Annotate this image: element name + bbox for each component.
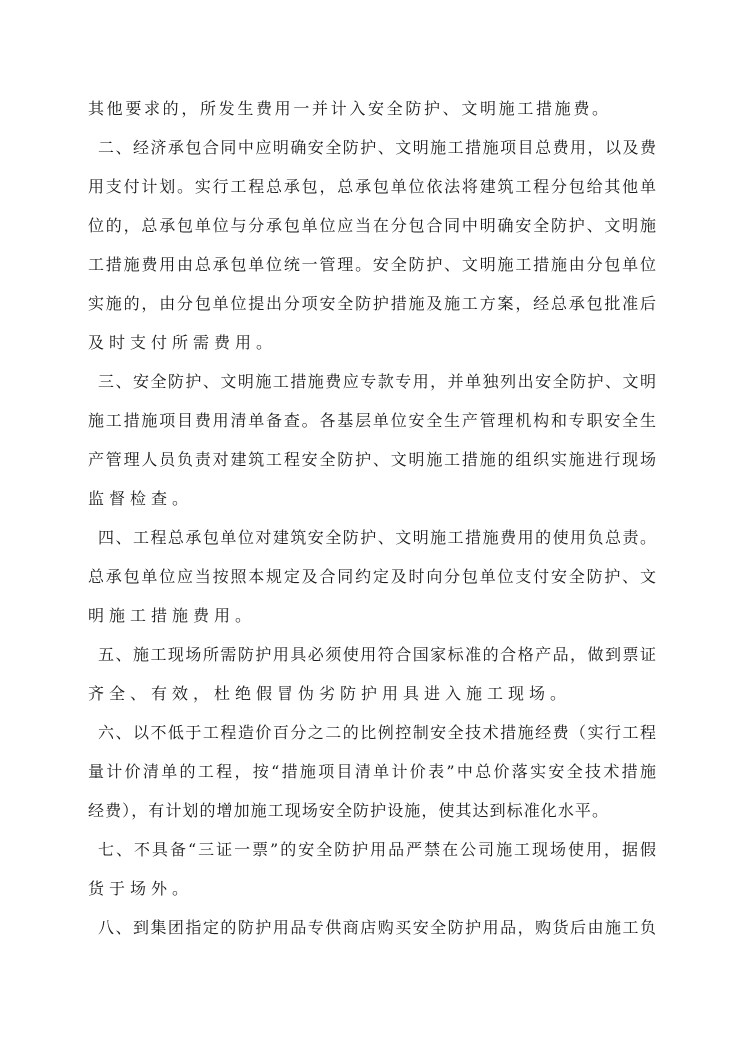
paragraph-5 [88,635,656,713]
text-line: 监督检查。 [88,489,194,508]
text-line: 用支付计划。实行工程总承包，总承包单位依法将建筑工程分包给其他单 [88,177,656,196]
paragraph-3 [88,362,656,518]
text-line: 工措施费用由总承包单位统一管理。安全防护、文明施工措施由分包单位 [88,255,656,274]
text-line: 明施工措施费用。 [88,606,257,625]
text-line: 量计价清单的工程，按“措施项目清单计价表”中总价落实安全技术措施 [88,762,656,781]
text-line: 齐全、有效，杜绝假冒伪劣防护用具进入施工现场。 [88,684,572,703]
text-line: 施工措施项目费用清单备查。各基层单位安全生产管理机构和专职安全生 [88,411,656,430]
text-line: 货于场外。 [88,879,194,898]
paragraph-4 [88,518,656,635]
text-line: 五、施工现场所需防护用具必须使用符合国家标准的合格产品，做到票证 [98,645,656,664]
paragraph-7 [88,830,656,908]
text-line: 七、不具备“三证一票”的安全防护用品严禁在公司施工现场使用，据假 [98,840,656,859]
text-line: 四、工程总承包单位对建筑安全防护、文明施工措施费用的使用负总责。 [98,528,656,547]
document-body [88,89,656,947]
text-line: 产管理人员负责对建筑工程安全防护、文明施工措施的组织实施进行现场 [88,450,656,469]
text-line: 二、经济承包合同中应明确安全防护、文明施工措施项目总费用，以及费 [98,138,656,157]
text-line: 其他要求的，所发生费用一并计入安全防护、文明施工措施费。 [88,99,608,118]
text-line: 八、到集团指定的防护用品专供商店购买安全防护用品，购货后由施工负 [98,918,656,937]
text-line: 实施的，由分包单位提出分项安全防护措施及施工方案，经总承包批准后 [88,294,656,313]
text-line: 六、以不低于工程造价百分之二的比例控制安全技术措施经费（实行工程 [98,723,656,742]
paragraph-continuation [88,89,656,128]
text-line: 位的，总承包单位与分承包单位应当在分包合同中明确安全防护、文明施 [88,216,656,235]
paragraph-6 [88,713,656,830]
text-line: 三、安全防护、文明施工措施费应专款专用，并单独列出安全防护、文明 [98,372,656,391]
text-line: 总承包单位应当按照本规定及合同约定及时向分包单位支付安全防护、文 [88,567,656,586]
paragraph-2 [88,128,656,362]
text-line: 及时支付所需费用。 [88,333,278,352]
paragraph-8 [88,908,656,947]
text-line: 经费），有计划的增加施工现场安全防护设施，使其达到标准化水平。 [88,801,608,820]
